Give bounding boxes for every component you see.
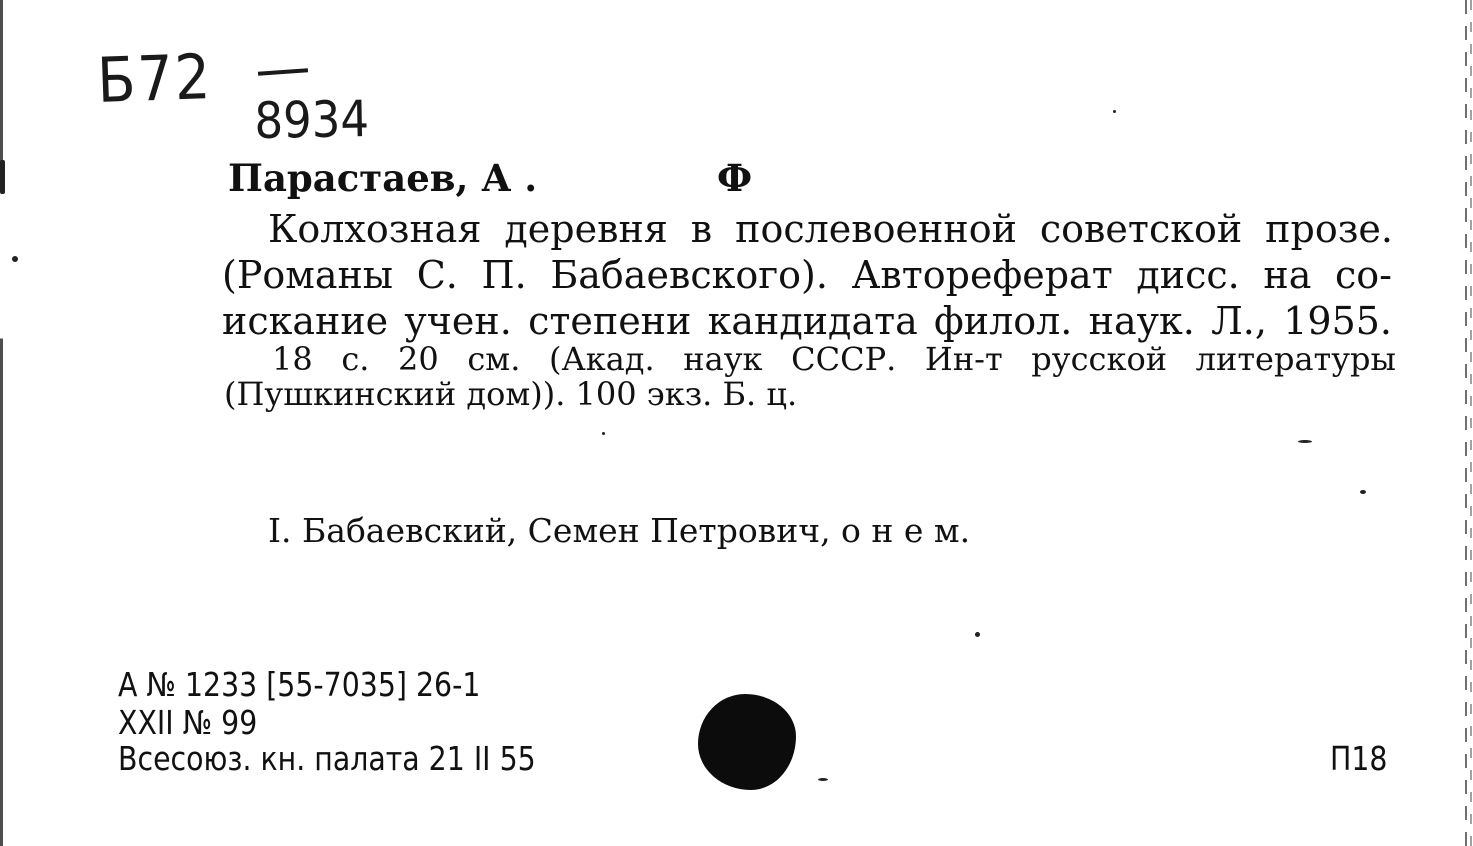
accession-line-3: Всесоюз. кн. палата 21 II 55 xyxy=(118,739,536,778)
title-line-2: (Романы С. П. Бабаевского). Автореферат дисс. на со- xyxy=(222,253,1392,297)
speck xyxy=(0,160,5,194)
speck xyxy=(1113,110,1116,113)
card-left-edge xyxy=(0,0,3,846)
speck xyxy=(1360,490,1366,494)
speck xyxy=(975,632,980,637)
title-line-3: искание учен. степени кандидата филол. наук. Л., 1955. xyxy=(222,299,1392,343)
call-number-dash xyxy=(258,68,308,75)
subject-heading: I. Бабаевский, Семен Петрович, о н е м. xyxy=(268,511,971,550)
ink-blot xyxy=(698,694,796,790)
card-right-edge xyxy=(1465,0,1467,846)
author-initial: Ф xyxy=(717,156,753,200)
call-number-top: Б72 xyxy=(96,39,214,117)
description-line-1: 18 с. 20 см. (Акад. наук СССР. Ин-т русской литературы xyxy=(272,340,1396,378)
title-line-1: Колхозная деревня в послевоенной советской прозе. xyxy=(268,207,1393,251)
description-line-2: (Пушкинский дом)). 100 экз. Б. ц. xyxy=(224,375,798,413)
accession-line-1: А № 1233 [55-7035] 26-1 xyxy=(118,665,481,704)
speck xyxy=(12,256,18,262)
card-right-edge-outer xyxy=(1470,0,1472,846)
author-name: Парастаев, А . xyxy=(228,156,538,200)
speck xyxy=(602,432,605,435)
accession-line-2: XXII № 99 xyxy=(118,703,258,742)
speck xyxy=(818,778,828,781)
call-number-bottom: 8934 xyxy=(254,90,370,150)
speck xyxy=(1298,440,1312,443)
card-code: П18 xyxy=(1330,739,1388,778)
